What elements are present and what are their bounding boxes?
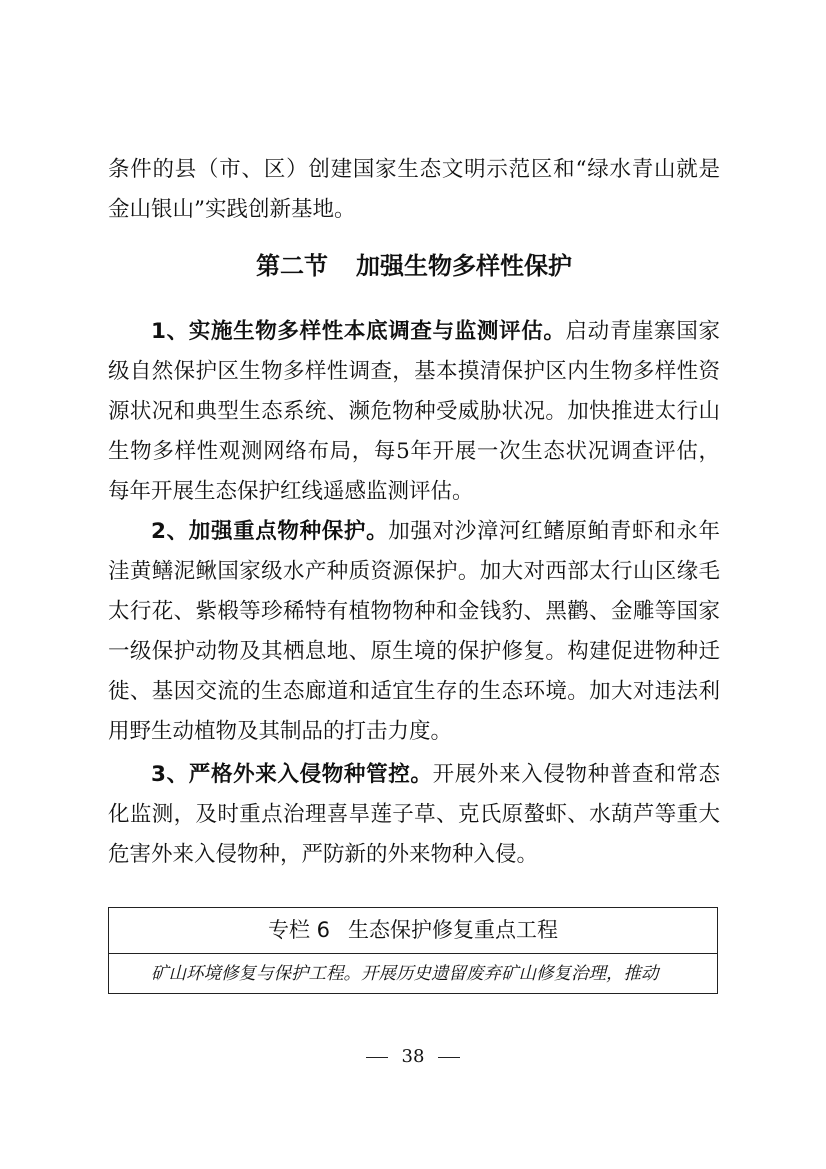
page-number: 38 bbox=[401, 1046, 425, 1067]
item-body-1: 启动青崖寨国家级自然保护区生物多样性调查，基本摸清保护区内生物多样性资源状况和典型生态系统、濒危物种受威胁状况。加快推进太行山生物多样性观测网络布局，每5年开展一次生态状况调查评估，每年开展生态保护红线遥感监测评估。 bbox=[108, 319, 720, 504]
item-paragraph-1 bbox=[108, 312, 720, 512]
page-footer bbox=[0, 1042, 826, 1072]
item-lead-2: 2、加强重点物种保护。 bbox=[151, 519, 389, 544]
footer-dash-left bbox=[366, 1057, 388, 1058]
column-box-title: 生态保护修复重点工程 bbox=[348, 918, 559, 942]
item-body-3: 开展外来入侵物种普查和常态化监测，及时重点治理喜旱莲子草、克氏原螯虾、水葫芦等重大危害外来入侵物种，严防新的外来物种入侵。 bbox=[108, 762, 720, 867]
continuation-text: 条件的县（市、区）创建国家生态文明示范区和“绿水青山就是金山银山”实践创新基地。 bbox=[108, 157, 720, 222]
column-box-label: 专栏 6 bbox=[267, 918, 331, 942]
continuation-paragraph bbox=[108, 150, 720, 230]
column-box bbox=[108, 907, 718, 994]
item-lead-3: 3、严格外来入侵物种管控。 bbox=[151, 762, 433, 787]
column-box-body: 矿山环境修复与保护工程。开展历史遗留废弃矿山修复治理，推动 bbox=[151, 964, 659, 984]
section-heading bbox=[108, 246, 720, 286]
item-paragraph-2 bbox=[108, 512, 720, 752]
item-paragraph-3 bbox=[108, 755, 720, 875]
column-box-header bbox=[109, 908, 717, 954]
section-title: 加强生物多样性保护 bbox=[356, 252, 572, 280]
footer-dash-right bbox=[438, 1057, 460, 1058]
item-body-2: 加强对沙漳河红鳍原鲌青虾和永年洼黄鳝泥鳅国家级水产种质资源保护。加大对西部太行山区缘毛太行花、紫椴等珍稀特有植物物种和金钱豹、黑鹳、金雕等国家一级保护动物及其栖息地、原生境的保护修复。构建促进物种迁徙、基因交流的生态廊道和适宜生存的生态环境。加大对违法利用野生动植物及其制品的打击力度。 bbox=[108, 519, 720, 744]
section-number: 第二节 bbox=[256, 252, 328, 280]
item-lead-1: 1、实施生物多样性本底调查与监测评估。 bbox=[151, 319, 566, 344]
